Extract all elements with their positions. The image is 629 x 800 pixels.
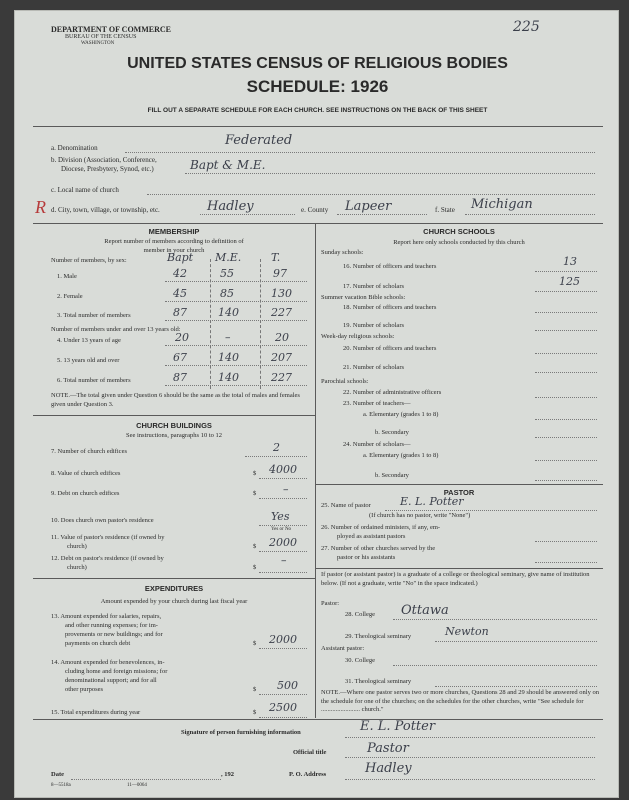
dollar-sign: $: [253, 564, 257, 571]
membership-title: MEMBERSHIP: [148, 227, 200, 236]
county-value: Lapeer: [345, 199, 392, 214]
q24-label: 24. Number of scholars—: [343, 441, 411, 448]
q11-label-1: 11. Value of pastor's residence (if owned by: [51, 534, 165, 541]
denomination-line: [125, 152, 595, 153]
under13-me: –: [225, 331, 231, 344]
local-name-line: [147, 194, 595, 195]
q20-label: 20. Number of officers and teachers: [343, 345, 437, 352]
state-line: [465, 214, 595, 215]
q24b-label: b. Secondary: [375, 472, 409, 479]
form-number-2: 11—0064: [127, 783, 147, 788]
county-line: [337, 214, 427, 215]
q25-label: 25. Name of pastor: [321, 502, 371, 509]
answer-line: [259, 717, 307, 718]
membership-row-label: 2. Female: [57, 293, 83, 300]
department-name: DEPARTMENT OF COMMERCE: [51, 25, 172, 34]
row-line: [165, 320, 307, 321]
q29-value: Newton: [445, 625, 489, 638]
column-rule: [210, 259, 211, 389]
answer-line: [535, 562, 597, 563]
q14-line-3: denominational support; and for all: [65, 677, 157, 684]
answer-line: [535, 437, 597, 438]
form-title: UNITED STATES CENSUS OF RELIGIOUS BODIES: [127, 55, 508, 72]
q24a-label: a. Elementary (grades 1 to 8): [363, 452, 439, 459]
expenditures-subtitle: Amount expended by your church during last fiscal year: [100, 598, 248, 605]
age-heading: Number of members under and over 13 years old:: [51, 326, 181, 333]
date-label: Date: [51, 771, 64, 778]
row-line: [165, 281, 307, 282]
male-me: 55: [220, 267, 234, 280]
city-value: Hadley: [207, 199, 254, 214]
sunday-heading: Sunday schools:: [321, 249, 364, 256]
q25-value: E. L. Potter: [400, 495, 464, 508]
column-divider: [315, 223, 316, 718]
q27-label-2: pastor or his assistants: [337, 554, 396, 561]
total-t: 227: [271, 306, 292, 319]
q26-label-1: 26. Number of ordained ministers, if any, em-: [321, 524, 441, 531]
row-line: [165, 301, 307, 302]
answer-line: [393, 665, 597, 666]
official-title-value: Pastor: [367, 741, 409, 756]
answer-line: [345, 779, 595, 780]
column-rule: [260, 259, 261, 389]
page-number: 225: [513, 19, 540, 35]
q10-value: Yes: [271, 510, 290, 523]
signature-label: Signature of person furnishing information: [181, 729, 301, 736]
division-label-1: b. Division (Association, Conference,: [51, 156, 157, 164]
po-address-label: P. O. Address: [289, 771, 327, 778]
q13-line-4: payments on church debt: [65, 640, 131, 647]
by-sex-heading: Number of members, by sex:: [51, 257, 127, 264]
q14-value: 500: [277, 679, 298, 692]
q17-value: 125: [559, 275, 580, 288]
q17-label: 17. Number of scholars: [343, 283, 405, 290]
divider: [315, 568, 603, 569]
pastor-note: NOTE.—Where one pastor serves two or more churches, Questions 28 and 29 should be answered only on the schedule for one of the churches; on the schedules for the other churches, write "See schedule for ........................ church.": [321, 689, 599, 713]
row-line: [165, 385, 307, 386]
q15-label: 15. Total expenditures during year: [51, 709, 141, 716]
q13-line-3: provements or new buildings; and for: [65, 631, 163, 638]
bureau-name: BUREAU OF THE CENSUS: [65, 34, 137, 40]
col-head-bapt: Bapt: [167, 251, 194, 264]
margin-check-mark: R: [35, 197, 46, 217]
weekday-heading: Week-day religious schools:: [321, 333, 395, 340]
city-line: [200, 214, 295, 215]
q23b-label: b. Secondary: [375, 429, 409, 436]
answer-line: [535, 460, 597, 461]
state-label: f. State: [435, 206, 455, 214]
q28-value: Ottawa: [401, 603, 449, 618]
division-line: [185, 173, 595, 174]
po-address-value: Hadley: [365, 761, 412, 776]
buildings-subtitle: See instructions, paragraphs 10 to 12: [125, 432, 223, 439]
q7-value: 2: [273, 441, 280, 454]
denomination-label: a. Denomination: [51, 144, 98, 152]
membership-subtitle-1: Report number of members according to definition of: [104, 238, 244, 245]
official-title-label: Official title: [293, 749, 327, 756]
answer-line: [245, 456, 307, 457]
bureau-city: WASHINGTON: [81, 41, 115, 46]
membership-row-label: 1. Male: [57, 273, 77, 280]
divider: [315, 484, 603, 485]
answer-line: [259, 525, 307, 526]
q25-note: (If church has no pastor, write "None"): [369, 512, 471, 519]
state-value: Michigan: [471, 197, 533, 212]
row-line: [165, 345, 307, 346]
answer-line: [259, 572, 307, 573]
col-head-t: T.: [271, 251, 281, 264]
q7-label: 7. Number of church edifices: [51, 448, 127, 455]
parochial-heading: Parochial schools:: [321, 378, 369, 385]
schedule-title: SCHEDULE: 1926: [246, 77, 389, 96]
grand-bapt: 87: [173, 371, 187, 384]
answer-line: [535, 312, 597, 313]
q28-label: 28. College: [345, 611, 375, 618]
answer-line: [535, 271, 597, 272]
answer-line: [535, 291, 597, 292]
q9-label: 9. Debt on church edifices: [51, 490, 120, 497]
divider: [33, 719, 603, 720]
q16-value: 13: [563, 255, 577, 268]
q10-label: 10. Does church own pastor's residence: [51, 517, 154, 524]
expenditures-title: EXPENDITURES: [144, 584, 204, 593]
grand-total: 227: [271, 371, 292, 384]
q18-label: 18. Number of officers and teachers: [343, 304, 437, 311]
q15-value: 2500: [269, 701, 297, 714]
over13-bapt: 67: [173, 351, 187, 364]
membership-row-label: 5. 13 years old and over: [57, 357, 120, 364]
female-me: 85: [220, 287, 234, 300]
answer-line: [535, 419, 597, 420]
denomination-value: Federated: [225, 133, 293, 148]
q14-line-4: other purposes: [65, 686, 104, 693]
q29-label: 29. Theological seminary: [345, 633, 412, 640]
answer-line: [535, 330, 597, 331]
total-bapt: 87: [173, 306, 187, 319]
under13-total: 20: [275, 331, 289, 344]
answer-line: [393, 619, 597, 620]
q16-label: 16. Number of officers and teachers: [343, 263, 437, 270]
assistant-sublabel: Assistant pastor:: [321, 645, 365, 652]
q13-line-1: 13. Amount expended for salaries, repairs,: [51, 613, 162, 620]
answer-line: [535, 541, 597, 542]
answer-line: [435, 641, 597, 642]
form-number: 8—5518a: [51, 783, 71, 788]
county-label: e. County: [301, 206, 329, 214]
membership-note: NOTE.—The total given under Question 6 should be the same as the total of males and females given under Question 3.: [51, 392, 300, 408]
membership-row-label: 3. Total number of members: [57, 312, 131, 319]
dollar-sign: $: [253, 470, 257, 477]
pastor-sublabel: Pastor:: [321, 600, 340, 607]
dollar-sign: $: [253, 640, 257, 647]
local-name-label: c. Local name of church: [51, 186, 119, 194]
division-label-2: Diocese, Presbytery, Synod, etc.): [61, 165, 154, 173]
q8-value: 4000: [269, 463, 297, 476]
answer-line: [535, 372, 597, 373]
q12-label-2: church): [67, 564, 87, 571]
divider: [33, 415, 315, 416]
answer-line: [345, 757, 595, 758]
buildings-title: CHURCH BUILDINGS: [136, 421, 212, 430]
membership-row-label: 6. Total number of members: [57, 377, 131, 384]
q19-label: 19. Number of scholars: [343, 322, 405, 329]
female-total: 130: [271, 287, 292, 300]
divider: [33, 578, 315, 579]
membership-row-label: 4. Under 13 years of age: [57, 337, 121, 344]
q9-value: –: [283, 483, 289, 496]
q12-label-1: 12. Debt on pastor's residence (if owned by: [51, 555, 164, 562]
col-head-me: M.E.: [215, 251, 242, 264]
under13-bapt: 20: [175, 331, 189, 344]
dollar-sign: $: [253, 686, 257, 693]
q31-label: 31. Theological seminary: [345, 678, 412, 685]
row-line: [165, 365, 307, 366]
q22-label: 22. Number of administrative officers: [343, 389, 442, 396]
female-bapt: 45: [173, 287, 187, 300]
answer-line: [535, 397, 597, 398]
total-me: 140: [218, 306, 239, 319]
answer-line: [535, 353, 597, 354]
male-total: 97: [273, 267, 287, 280]
division-value: Bapt & M.E.: [190, 158, 266, 172]
q23-label: 23. Number of teachers—: [343, 400, 411, 407]
over13-me: 140: [218, 351, 239, 364]
over13-total: 207: [271, 351, 292, 364]
answer-line: [259, 478, 307, 479]
date-year: , 192: [221, 771, 234, 778]
q8-label: 8. Value of church edifices: [51, 470, 121, 477]
answer-line: [259, 498, 307, 499]
q12-value: –: [281, 554, 287, 567]
q10-note: Yes or No: [271, 527, 292, 532]
city-label: d. City, town, village, or township, etc.: [51, 206, 160, 214]
answer-line: [435, 686, 597, 687]
q11-value: 2000: [269, 536, 297, 549]
male-bapt: 42: [173, 267, 187, 280]
graduate-note: If pastor (or assistant pastor) is a graduate of a college or theological seminary, give name of institution below. (If not a graduate, write "No" in the space indicated.): [321, 571, 590, 587]
q23a-label: a. Elementary (grades 1 to 8): [363, 411, 439, 418]
q14-line-2: cluding home and foreign missions; for: [65, 668, 168, 675]
grand-me: 140: [218, 371, 239, 384]
answer-line: [259, 694, 307, 695]
census-schedule-sheet: [14, 10, 619, 798]
vacation-heading: Summer vacation Bible schools:: [321, 294, 406, 301]
q27-label-1: 27. Number of other churches served by the: [321, 545, 436, 552]
q11-label-2: church): [67, 543, 87, 550]
q13-value: 2000: [269, 633, 297, 646]
dollar-sign: $: [253, 490, 257, 497]
answer-line: [535, 480, 597, 481]
dollar-sign: $: [253, 543, 257, 550]
pastor-title: PASTOR: [443, 488, 475, 497]
q13-line-2: and other running expenses; for im-: [65, 622, 158, 629]
form-instruction: FILL OUT A SEPARATE SCHEDULE FOR EACH CHURCH. SEE INSTRUCTIONS ON THE BACK OF THIS SHEET: [147, 107, 488, 114]
answer-line: [345, 737, 595, 738]
divider: [33, 223, 603, 224]
q26-label-2: ployed as assistant pastors: [337, 533, 406, 540]
answer-line: [259, 551, 307, 552]
answer-line: [385, 510, 597, 511]
q21-label: 21. Number of scholars: [343, 364, 405, 371]
schools-title: CHURCH SCHOOLS: [423, 227, 495, 236]
schools-subtitle: Report here only schools conducted by this church: [393, 239, 525, 246]
divider: [33, 126, 603, 127]
answer-line: [259, 648, 307, 649]
membership-subtitle-2: member in your church: [143, 247, 205, 254]
q30-label: 30. College: [345, 657, 375, 664]
q14-line-1: 14. Amount expended for benevolences, in-: [51, 659, 165, 666]
signature-value: E. L. Potter: [360, 719, 436, 734]
dollar-sign: $: [253, 709, 257, 716]
answer-line: [71, 779, 221, 780]
